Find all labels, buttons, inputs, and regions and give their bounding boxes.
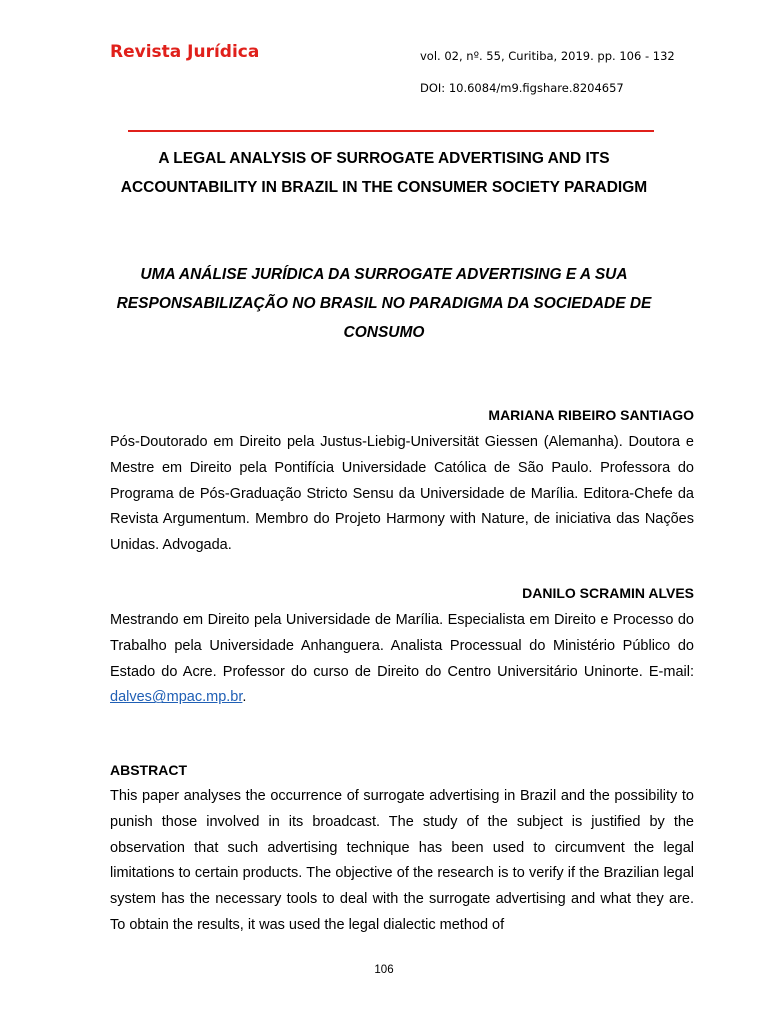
author-name-2: DANILO SCRAMIN ALVES — [522, 585, 694, 601]
author-name-1: MARIANA RIBEIRO SANTIAGO — [488, 407, 694, 423]
author-bio-2 — [110, 608, 694, 711]
author-bio-2-text: Mestrando em Direito pela Universidade de Marília. Especialista em Direito e Processo do Trabalho pela Universidade Anhanguera. Analista Processual do Ministério Público do Estado do Acre. Professor do curso de Direito do Centro Universitário Uninorte. E-mail: — [110, 612, 694, 680]
abstract-heading: ABSTRACT — [110, 762, 187, 778]
author-email-link[interactable]: dalves@mpac.mp.br — [110, 689, 243, 706]
title-portuguese: UMA ANÁLISE JURÍDICA DA SURROGATE ADVERTISING E A SUA RESPONSABILIZAÇÃO NO BRASIL NO PARADIGMA DA SOCIEDADE DE CONSUMO — [116, 266, 652, 341]
page-number: 106 — [374, 964, 394, 976]
author-bio-2-end: . — [242, 689, 247, 706]
title-english: A LEGAL ANALYSIS OF SURROGATE ADVERTISING AND ITS ACCOUNTABILITY IN BRAZIL IN THE CONSUMER SOCIETY PARADIGM — [120, 150, 648, 196]
header-divider — [128, 130, 654, 132]
volume-info: vol. 02, nº. 55, Curitiba, 2019. pp. 106 - 132 — [420, 49, 675, 63]
author-bio-1: Pós-Doutorado em Direito pela Justus-Liebig-Universität Giessen (Alemanha). Doutora e Mestre em Direito pela Pontifícia Universidade Católica de São Paulo. Professora do Programa de Pós-Graduação Stricto Sensu da Universidade de Marília. Editora-Chefe da Revista Argumentum. Membro do Projeto Harmony with Nature, de iniciativa das Nações Unidas. Advogada. — [110, 434, 694, 554]
doi-line: DOI: 10.6084/m9.figshare.8204657 — [420, 81, 624, 95]
journal-name: Revista Jurídica — [110, 42, 260, 62]
abstract-text: This paper analyses the occurrence of surrogate advertising in Brazil and the possibility to punish those involved in its broadcast. The study of the subject is justified by the observation that such advertising technique has been used to circumvent the legal limitations to certain products. The objective of the research is to verify if the Brazilian legal system has the necessary tools to deal with the surrogate advertising and what they are. To obtain the results, it was used the legal dialectic method of — [110, 788, 694, 933]
